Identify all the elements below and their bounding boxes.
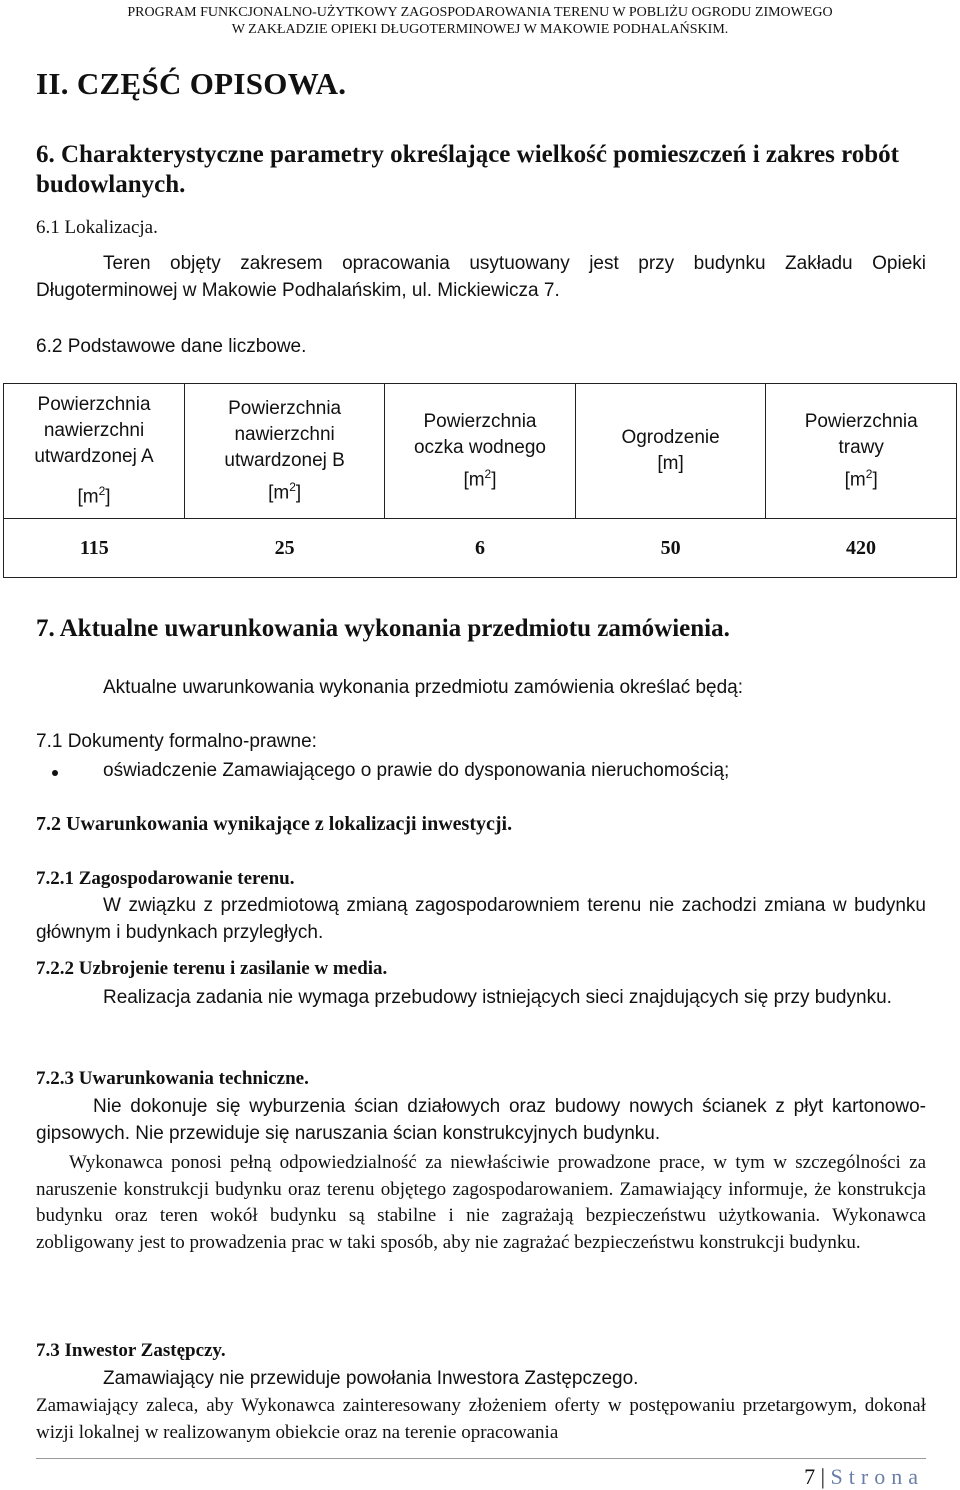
- section-7-2-3-heading: 7.2.3 Uwarunkowania techniczne.: [36, 1068, 309, 1089]
- bullet-icon: [52, 770, 58, 776]
- section-7-3-text1: Zamawiający nie przewiduje powołania Inwestora Zastępczego.: [103, 1368, 639, 1389]
- table-value-cell: 115: [4, 519, 185, 578]
- section-7-2-heading: 7.2 Uwarunkowania wynikające z lokalizacji inwestycji.: [36, 813, 513, 835]
- table-header-cell: Powierzchnia nawierzchni utwardzonej A $[m^2]$: [4, 384, 185, 519]
- table-value-cell: 420: [766, 519, 957, 578]
- section-7-2-1-heading: 7.2.1 Zagospodarowanie terenu.: [36, 868, 295, 889]
- table-header-cell: Powierzchnia nawierzchni utwardzonej B $[m^2]$: [185, 384, 385, 519]
- page-footer: [804, 1464, 924, 1490]
- section-7-2-2-text: Realizacja zadania nie wymaga przebudowy istniejących sieci znajdujących się przy budynku.: [103, 987, 892, 1008]
- basic-data-table: [3, 383, 957, 578]
- table-header-cell: Powierzchnia oczka wodnego $[m^2]$: [385, 384, 576, 519]
- section-7-1-bullet: oświadczenie Zamawiającego o prawie do dysponowania nieruchomością;: [103, 760, 730, 781]
- table-header-cell: Ogrodzenie [m]: [575, 384, 766, 519]
- section-7-intro: Aktualne uwarunkowania wykonania przedmiotu zamówienia określać będą:: [103, 677, 744, 698]
- section-7-1-heading: 7.1 Dokumenty formalno-prawne:: [36, 731, 317, 752]
- section-7-2-3-text2: Wykonawca ponosi pełną odpowiedzialność za niewłaściwie prowadzone prace, w tym w szczególności za naruszenie konstrukcji budynku oraz terenu objętego zagospodarowaniem. Zamawiający informuje, że konstrukcja budynku oraz teren wokół budynku są stabilne i nie zagrażają bezpieczeństwu użytkowania. Wykonawca zobligowany jest to prowadzenia prac w taki sposób, aby nie zagrażać bezpieczeństwu konstrukcji budynku.: [36, 1152, 926, 1253]
- footer-page-word: Strona: [830, 1464, 924, 1489]
- section-7-3-heading: 7.3 Inwestor Zastępczy.: [36, 1340, 226, 1361]
- footer-separator: |: [820, 1464, 826, 1489]
- section-7-2-2-heading: 7.2.2 Uzbrojenie terenu i zasilanie w media.: [36, 958, 388, 979]
- table-value-cell: 25: [185, 519, 385, 578]
- table-header-cell: Powierzchnia trawy $[m^2]$: [766, 384, 957, 519]
- table-value-cell: 50: [575, 519, 766, 578]
- page-number: 7: [804, 1464, 816, 1489]
- document-title: II. CZĘŚĆ OPISOWA.: [36, 66, 347, 101]
- section-7-heading: 7. Aktualne uwarunkowania wykonania przedmiotu zamówienia.: [36, 615, 730, 642]
- section-6-heading: 6. Charakterystyczne parametry określające wielkość pomieszczeń i zakres robót budowlanych.: [36, 141, 900, 198]
- section-7-2-3-text1: Nie dokonuje się wyburzenia ścian działowych oraz budowy nowych ścianek z płyt kartonowo-gipsowych. Nie przewiduje się naruszania ścian konstrukcyjnych budynku.: [36, 1096, 926, 1144]
- section-6-1-heading: 6.1 Lokalizacja.: [36, 217, 158, 238]
- section-6-2-heading: 6.2 Podstawowe dane liczbowe.: [36, 336, 307, 357]
- section-7-2-1-text: W związku z przedmiotową zmianą zagospodarowniem terenu nie zachodzi zmiana w budynku głównym i budynkach przyległych.: [36, 895, 926, 943]
- section-6-1-text: Teren objęty zakresem opracowania usytuowany jest przy budynku Zakładu Opieki Długoterminowej w Makowie Podhalańskim, ul. Mickiewicza 7.: [36, 253, 926, 301]
- footer-divider: [36, 1458, 926, 1459]
- page-header-line2: W ZAKŁADZIE OPIEKI DŁUGOTERMINOWEJ W MAKOWIE PODHALAŃSKIM.: [231, 22, 729, 37]
- page-header-line1: PROGRAM FUNKCJONALNO-UŻYTKOWY ZAGOSPODAROWANIA TERENU W POBLIŻU OGRODU ZIMOWEGO: [127, 5, 833, 20]
- section-7-3-text2: Zamawiający zaleca, aby Wykonawca zainteresowany złożeniem oferty w postępowaniu przetargowym, dokonał wizji lokalnej w realizowanym obiekcie oraz na terenie opracowania: [36, 1395, 926, 1443]
- table-value-cell: 6: [385, 519, 576, 578]
